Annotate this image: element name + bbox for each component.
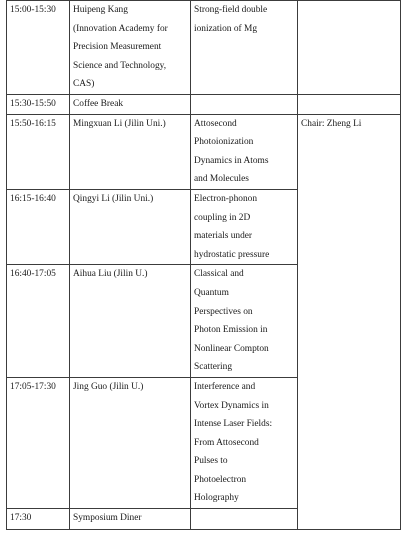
time-cell: 15:00-15:30 — [7, 1, 70, 95]
time-cell: 17:30 — [7, 509, 70, 530]
speaker-cell: Qingyi Li (Jilin Uni.) — [70, 189, 191, 264]
talk-title-cell: Interference and Vortex Dynamics in Intense Laser Fields: From Attosecond Pulses to Photoelectron Holography — [191, 377, 298, 508]
speaker-cell: Coffee Break — [70, 95, 191, 115]
speaker-cell: Huipeng Kang (Innovation Academy for Precision Measurement Science and Technology, CAS) — [70, 1, 191, 95]
talk-title-cell: Attosecond Photoionization Dynamics in Atoms and Molecules — [191, 114, 298, 189]
speaker-cell: Mingxuan Li (Jilin Uni.) — [70, 114, 191, 189]
table-row — [7, 95, 401, 115]
talk-title-cell — [191, 509, 298, 530]
time-cell: 16:15-16:40 — [7, 189, 70, 264]
chair-cell-empty — [298, 1, 401, 95]
talk-title-cell: Classical and Quantum Perspectives on Photon Emission in Nonlinear Compton Scattering — [191, 265, 298, 378]
time-cell: 16:40-17:05 — [7, 265, 70, 378]
table-row — [7, 1, 401, 95]
talk-title-cell — [191, 95, 298, 115]
speaker-cell: Symposium Diner — [70, 509, 191, 530]
table-row — [7, 114, 401, 189]
talk-title-cell: Strong-field double ionization of Mg — [191, 1, 298, 95]
speaker-cell: Aihua Liu (Jilin U.) — [70, 265, 191, 378]
schedule-table — [6, 0, 401, 530]
time-cell: 17:05-17:30 — [7, 377, 70, 508]
speaker-cell: Jing Guo (Jilin U.) — [70, 377, 191, 508]
talk-title-cell: Electron-phonon coupling in 2D materials under hydrostatic pressure — [191, 189, 298, 264]
chair-cell-empty — [298, 95, 401, 115]
time-cell: 15:50-16:15 — [7, 114, 70, 189]
chair-cell: Chair: Zheng Li — [298, 114, 401, 529]
time-cell: 15:30-15:50 — [7, 95, 70, 115]
